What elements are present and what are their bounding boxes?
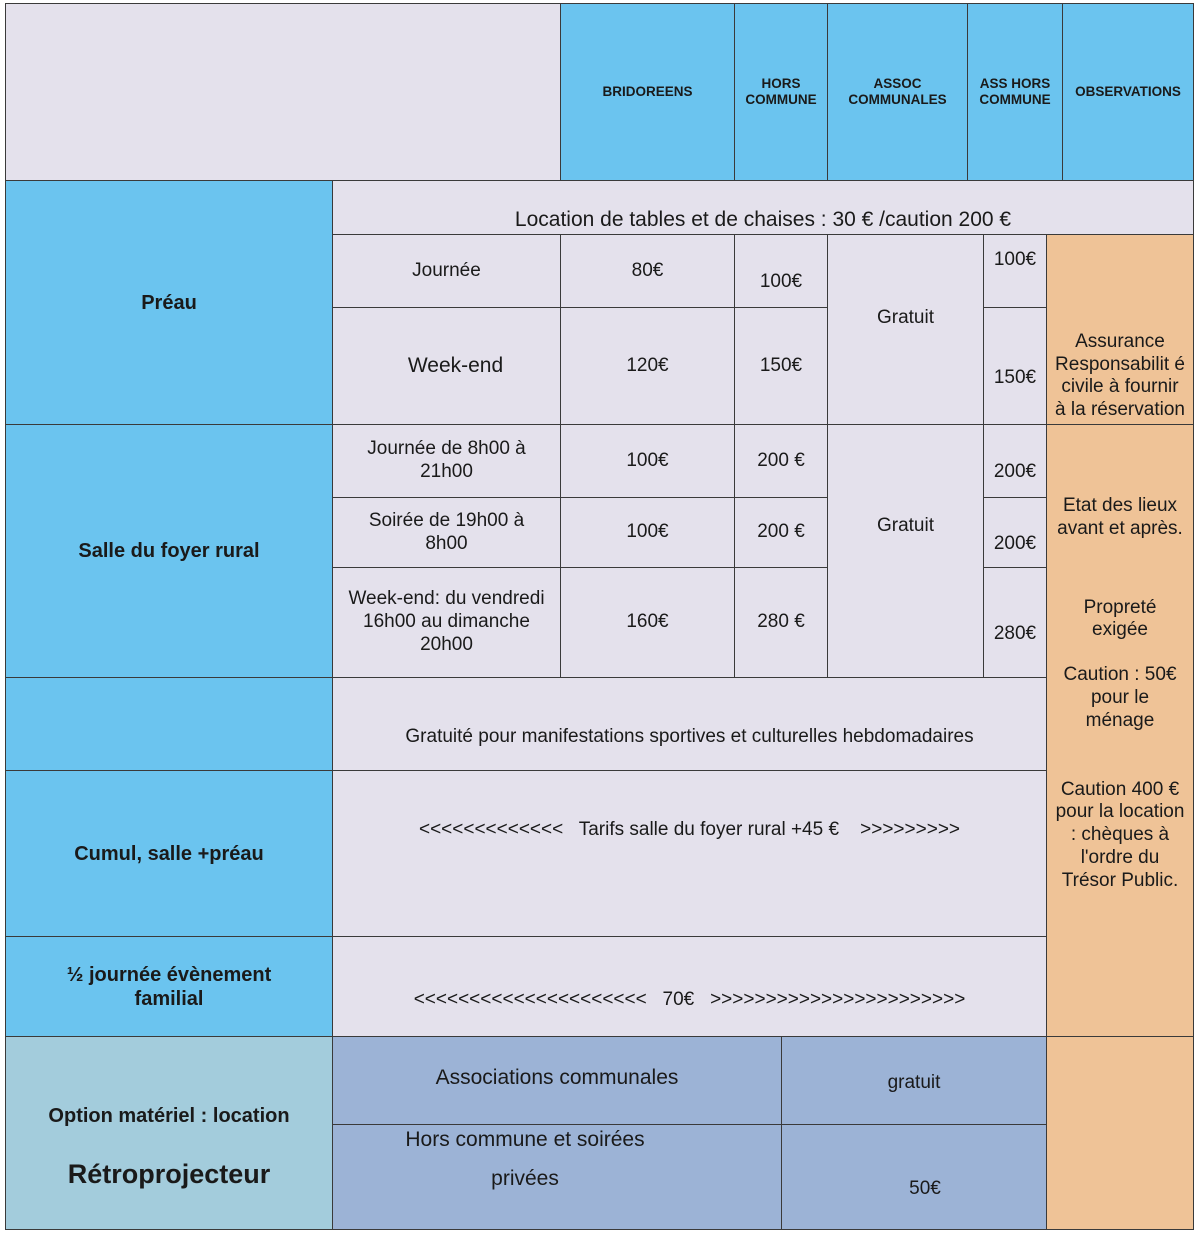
obs-caution-location: Caution 400 € pour la location : chèques à l'ordre du Trésor Public.: [1055, 778, 1185, 891]
option-hors-commune-line2: privées: [491, 1167, 559, 1191]
gratuite-manifestations: Gratuité pour manifestations sportives et culturelles hebdomadaires: [332, 677, 1047, 771]
header-observations: OBSERVATIONS: [1062, 3, 1194, 181]
salle-weekend-period: Week-end: du vendredi 16h00 au dimanche 20h00: [332, 567, 561, 678]
option-observation-empty: [1046, 1036, 1194, 1230]
preau-weekend-bridoreens: 120€: [560, 307, 735, 425]
header-bridoreens: BRIDOREENS: [560, 3, 735, 181]
salle-soiree-period: Soirée de 19h00 à 8h00: [332, 497, 561, 568]
observations-salle: [1046, 424, 1194, 1037]
salle-journee-bridoreens: 100€: [560, 424, 735, 498]
row-label-option-materiel: [5, 1036, 333, 1230]
obs-caution-menage: Caution : 50€ pour le ménage: [1063, 664, 1177, 731]
header-empty-cell: [5, 3, 561, 181]
row-label-demi-journee: ½ journée évènement familial: [5, 936, 333, 1037]
preau-observation: Assurance Responsabilit é civile à fournir à la réservation: [1046, 234, 1194, 425]
salle-journee-hors-commune: 200 €: [734, 424, 828, 498]
salle-weekend-hors-commune: 280 €: [734, 567, 828, 678]
option-hors-commune-line1: Hors commune et soirées: [405, 1128, 645, 1151]
salle-soiree-ass-hors: 200€: [983, 497, 1047, 568]
row-label-salle: Salle du foyer rural: [5, 424, 333, 678]
header-ass-hors-commune: ASS HORS COMMUNE: [967, 3, 1063, 181]
preau-journee-bridoreens: 80€: [560, 234, 735, 308]
header-hors-commune: HORS COMMUNE: [734, 3, 828, 181]
demi-journee-tarif: <<<<<<<<<<<<<<<<<<<<< 70€ >>>>>>>>>>>>>>>>>>>>>>>: [332, 936, 1047, 1037]
preau-weekend-hors-commune: 150€: [734, 307, 828, 425]
obs-proprete: Propreté exigée: [1083, 596, 1157, 641]
option-item-retroprojecteur: Rétroprojecteur: [67, 1158, 271, 1189]
preau-assoc-gratuit: Gratuit: [827, 234, 984, 425]
preau-weekend-period: Week-end: [332, 307, 561, 425]
salle-weekend-bridoreens: 160€: [560, 567, 735, 678]
row-label-gratuite: [5, 677, 333, 771]
salle-soiree-bridoreens: 100€: [560, 497, 735, 568]
preau-journee-hors-commune: 100€: [734, 234, 828, 308]
preau-weekend-ass-hors: 150€: [983, 307, 1047, 425]
salle-soiree-hors-commune: 200 €: [734, 497, 828, 568]
option-assoc-price: gratuit: [781, 1036, 1047, 1125]
preau-journee-period: Journée: [332, 234, 561, 308]
header-assoc-communales: ASSOC COMMUNALES: [827, 3, 968, 181]
row-label-cumul: Cumul, salle +préau: [5, 770, 333, 937]
row-label-preau: Préau: [5, 180, 333, 425]
tables-chaises-note: Location de tables et de chaises : 30 € /caution 200 €: [332, 180, 1194, 235]
salle-weekend-ass-hors: 280€: [983, 567, 1047, 678]
preau-journee-ass-hors: 100€: [983, 234, 1047, 308]
obs-etat-des-lieux: Etat des lieux avant et après.: [1057, 495, 1183, 539]
option-label: Option matériel : location: [48, 1104, 290, 1127]
salle-journee-ass-hors: 200€: [983, 424, 1047, 498]
option-hors-commune: [332, 1124, 782, 1230]
salle-journee-period: Journée de 8h00 à 21h00: [332, 424, 561, 498]
salle-assoc-gratuit: Gratuit: [827, 424, 984, 678]
cumul-tarifs: <<<<<<<<<<<<< Tarifs salle du foyer rural +45 € >>>>>>>>>: [332, 770, 1047, 937]
option-hors-commune-price: 50€: [781, 1124, 1047, 1230]
option-assoc-communales: Associations communales: [332, 1036, 782, 1125]
